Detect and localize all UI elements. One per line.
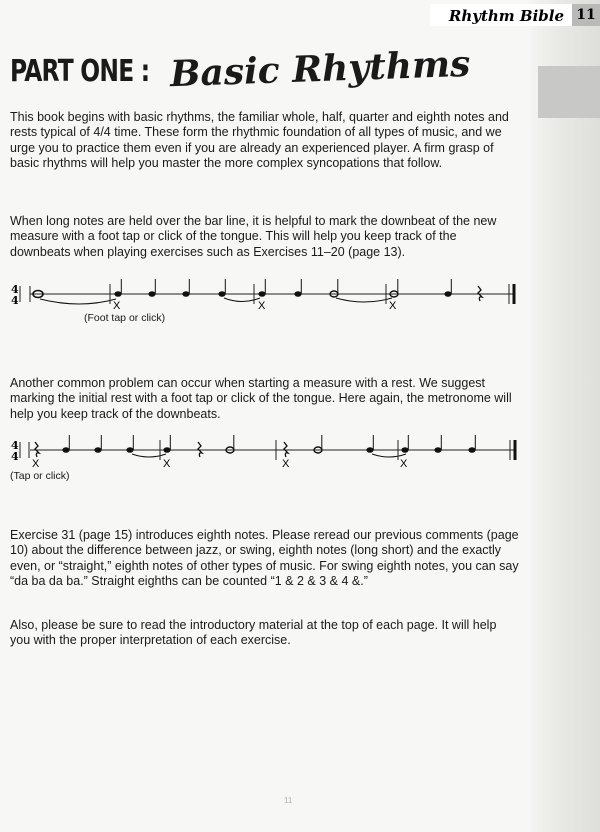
rhythm-example-1 (0, 272, 530, 332)
eighths-paragraph: Exercise 31 (page 15) introduces eighth notes. Please reread our previous comments (page 10) about the difference between jazz, or swing, eighth notes (long short) and the exactly even, or “straight,” eighth notes of other types of music. For swing eighth notes, you can say “da ba da ba.” Straight eighths can be counted “1 & 2 & 3 & 4 &.” (10, 528, 519, 589)
foot-tap-caption: (Foot tap or click) (84, 312, 166, 324)
page-number: 11 (572, 4, 600, 26)
quarter-note (148, 291, 155, 297)
part-label: PART ONE : (10, 54, 150, 89)
time-signature-bottom: 4 (11, 294, 19, 307)
quarter-note (114, 291, 121, 297)
quarter-note (366, 447, 373, 453)
quarter-note (294, 291, 301, 297)
quarter-note (182, 291, 189, 297)
thumb-tab (538, 66, 600, 118)
time-signature-bottom: 4 (11, 450, 19, 463)
part-subtitle: Basic Rhythms (168, 42, 471, 96)
book-title: Rhythm Bible (448, 7, 564, 25)
tap-mark: X (389, 300, 397, 312)
closing-paragraph: Also, please be sure to read the introductory material at the top of each page. It will help you with the proper interpretation of each exercise. (10, 618, 497, 648)
tap-mark: X (400, 458, 408, 470)
quarter-note (258, 291, 265, 297)
tap-caption: (Tap or click) (10, 470, 70, 482)
tap-mark: X (282, 458, 290, 470)
tap-mark: X (113, 300, 121, 312)
rhythm-example-2 (0, 432, 530, 482)
folio-mark: 11 (284, 796, 293, 805)
page-edge-shading (530, 0, 600, 832)
quarter-note (468, 447, 475, 453)
intro-paragraph: This book begins with basic rhythms, the familiar whole, half, quarter and eighth notes and rests typical of 4/4 time. These form the rhythmic foundation of all types of music, and we urge you to practice them even if you are already an experienced player. A firm grasp of basic rhythms will help you master the more complex syncopations that follow. (10, 110, 509, 171)
quarter-note (94, 447, 101, 453)
tap-mark: X (258, 300, 266, 312)
tie (224, 298, 260, 302)
tie (132, 454, 166, 457)
quarter-note (401, 447, 408, 453)
tie (372, 454, 406, 457)
time-signature-top: 4 (11, 439, 19, 452)
time-signature-top: 4 (11, 283, 19, 296)
quarter-note (163, 447, 170, 453)
long-notes-paragraph: When long notes are held over the bar line, it is helpful to mark the downbeat of the new measure with a foot tap or click of the tongue. This will help you keep track of the downbeats when playing exercises such as Exercises 11–20 (page 13). (10, 214, 497, 259)
tie (336, 298, 392, 302)
part-title (10, 42, 471, 96)
quarter-note (434, 447, 441, 453)
tie (40, 299, 116, 304)
running-header (430, 4, 600, 26)
quarter-note (126, 447, 133, 453)
rest-start-paragraph: Another common problem can occur when starting a measure with a rest. We suggest marking the initial rest with a foot tap or click of the tongue. Here again, the metronome will help you keep track of the downbeats. (10, 376, 512, 421)
tap-mark: X (163, 458, 171, 470)
tap-mark: X (32, 458, 40, 470)
quarter-note (218, 291, 225, 297)
quarter-note (62, 447, 69, 453)
quarter-note (444, 291, 451, 297)
